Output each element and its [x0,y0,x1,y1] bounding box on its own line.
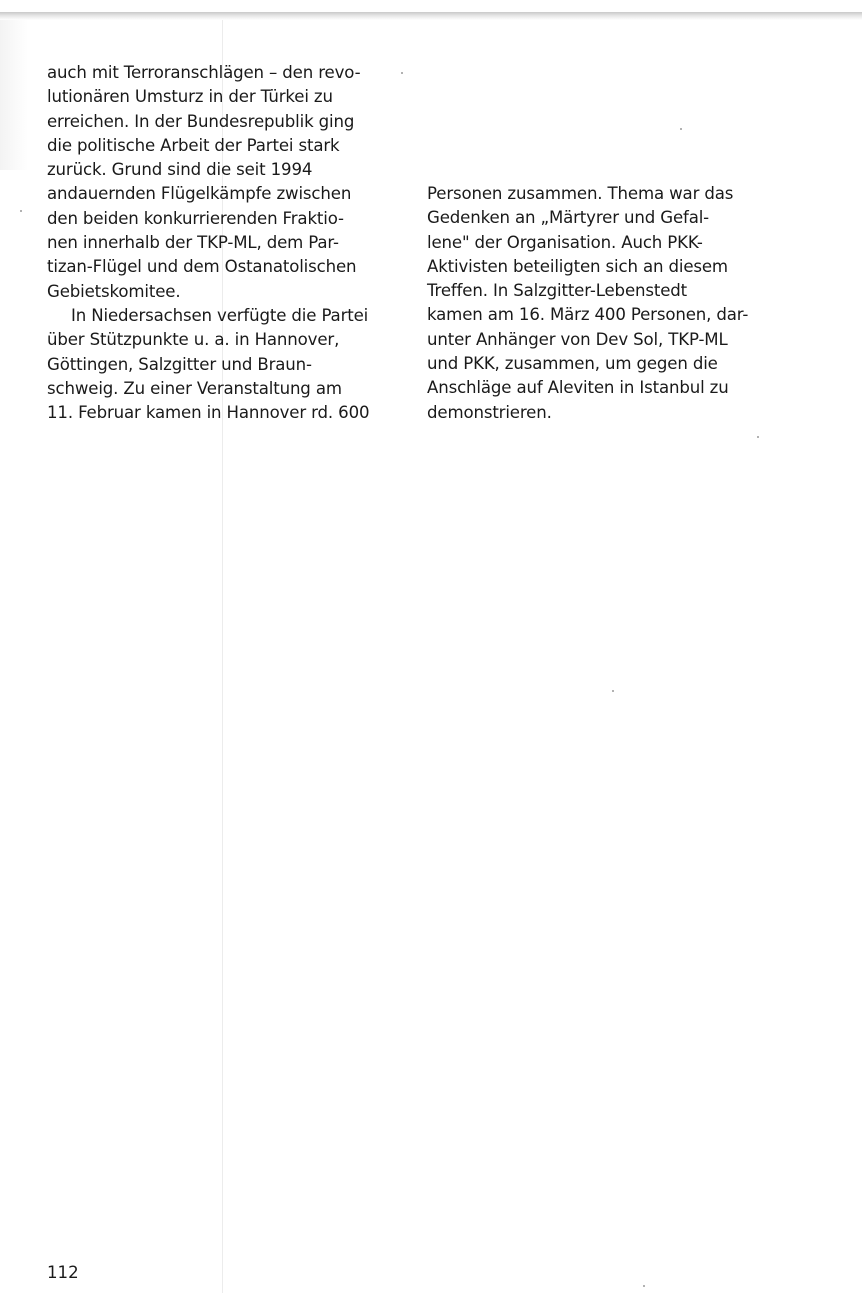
text-line: den beiden konkurrierenden Fraktio- [47,208,344,228]
text-line: Treffen. In Salzgitter-Lebenstedt [427,281,688,301]
text-line: über Stützpunkte u. a. in Hannover, [47,330,340,350]
text-line: Aktivisten beteiligten sich an diesem [427,256,728,276]
text-line: 11. Februar kamen in Hannover rd. 600 [47,403,370,423]
text-line: unter Anhänger von Dev Sol, TKP-ML [427,329,728,349]
text-line: kamen am 16. März 400 Personen, dar- [427,305,749,325]
scan-top-edge [0,12,862,20]
left-text-column [47,61,392,425]
text-line: Anschläge auf Aleviten in Istanbul zu [427,378,729,398]
text-line: tizan-Flügel und dem Ostanatolischen [47,257,357,277]
text-line: Personen zusammen. Thema war das [427,184,734,203]
text-line: erreichen. In der Bundesrepublik ging [47,111,355,131]
text-line: lene" der Organisation. Auch PKK- [427,232,703,252]
page-number: 112 [47,1263,79,1282]
scan-left-shade [0,20,28,170]
text-line: lutionären Umsturz in der Türkei zu [47,87,333,107]
text-line: Gedenken an „Märtyrer und Gefal- [427,208,710,228]
text-line: demonstrieren. [427,402,552,422]
text-line: andauernden Flügelkämpfe zwischen [47,184,352,204]
text-line: und PKK, zusammen, um gegen die [427,354,718,374]
text-line: schweig. Zu einer Veranstaltung am [47,378,342,398]
text-line: zurück. Grund sind die seit 1994 [47,160,313,180]
scan-speck [680,128,682,130]
text-line: die politische Arbeit der Partei stark [47,135,340,155]
text-line: auch mit Terroranschlägen – den revo- [47,63,361,82]
scan-speck [643,1285,645,1287]
scan-speck [757,436,759,438]
text-line: Gebietskomitee. [47,281,181,301]
right-text-column [427,182,772,425]
scan-speck [612,690,614,692]
text-line: Göttingen, Salzgitter und Braun- [47,354,312,374]
scan-speck [20,210,22,212]
paragraph-start-line: In Niedersachsen verfügte die Partei [71,305,369,325]
text-line: nen innerhalb der TKP-ML, dem Par- [47,233,339,253]
scan-speck [401,72,403,74]
